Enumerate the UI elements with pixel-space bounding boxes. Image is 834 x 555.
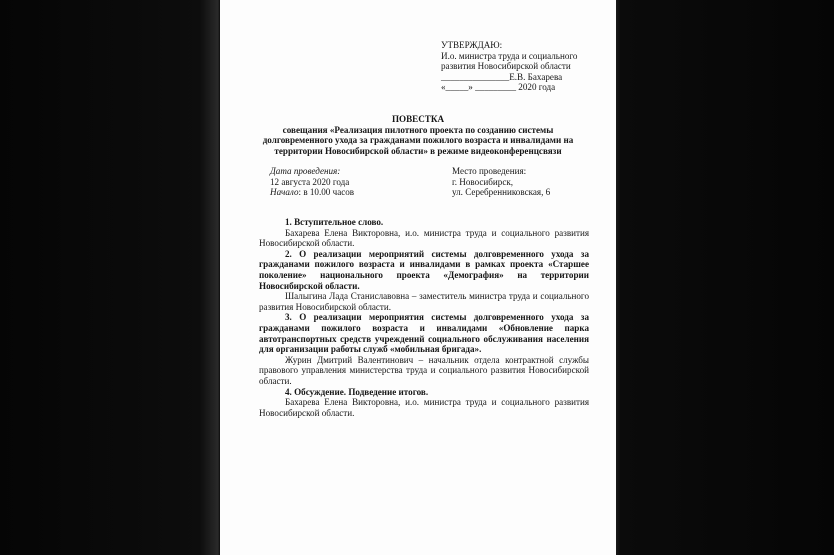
place-label: Место проведения: [452, 166, 527, 176]
approval-position-line1: И.о. министра труда и социального [441, 50, 578, 61]
title-line3: территории Новосибирской области» в режиме видеоконференцсвязи [274, 145, 562, 156]
document-page [220, 0, 616, 555]
agenda-item-1-speaker: Бахарева Елена Викторовна, и.о. министра труда и социального развития Новосибирской области. [259, 227, 589, 249]
start-value: : в 10.00 часов [298, 187, 355, 198]
meeting-date-block [270, 166, 354, 198]
agenda-item-2-heading: 2. О реализации мероприятий системы долговременного ухода за гражданами пожилого возраста и инвалидами в рамках проекта «Старшее поколение» национального проекта «Демография» на территории Новосибирской области. [259, 248, 589, 291]
title-line1: совещания «Реализация пилотного проекта по созданию системы [282, 124, 554, 135]
place-city: г. Новосибирск, [452, 176, 514, 187]
agenda-item-3-speaker: Журин Дмитрий Валентинович – начальник отдела контрактной службы правового управления министерства труда и социального развития Новосибирской области. [259, 354, 589, 386]
agenda-list [259, 217, 589, 418]
date-label: Дата проведения: [270, 166, 341, 176]
scan-background-right [616, 0, 834, 555]
approval-position-line2: развития Новосибирской области [441, 61, 571, 72]
agenda-item-3-heading: 3. О реализации мероприятия системы долговременного ухода за гражданами пожилого возраста и инвалидами «Обновление парка автотранспортных средств учреждений социального обслуживания населения для организации работы служб «мобильная бригада». [259, 312, 589, 355]
date-value: 12 августа 2020 года [270, 176, 350, 187]
title-heading: ПОВЕСТКА [391, 114, 445, 124]
approval-heading: УТВЕРЖДАЮ: [441, 40, 503, 50]
meeting-place-block [452, 166, 550, 198]
approval-block [441, 40, 611, 93]
start-label: Начало [270, 187, 299, 198]
agenda-item-4-speaker: Бахарева Елена Викторовна, и.о. министра труда и социального развития Новосибирской области. [259, 397, 589, 418]
agenda-item-4-heading: 4. Обсуждение. Подведение итогов. [285, 386, 429, 397]
agenda-item-2-speaker: Шалыгина Лада Станиславовна – заместитель министра труда и социального развития Новосибирской области. [259, 291, 589, 312]
approval-date-line: «_____» _________ 2020 года [441, 82, 556, 93]
start-time [270, 187, 354, 198]
scan-background-left [0, 0, 220, 555]
title-line2: долговременного ухода за гражданами пожилого возраста и инвалидами на [262, 135, 574, 146]
place-street: ул. Серебренниковская, 6 [452, 187, 551, 198]
agenda-item-1-heading: 1. Вступительное слово. [285, 217, 384, 227]
approval-signature-line: _______________Е.В. Бахарева [441, 71, 563, 82]
document-title [248, 114, 588, 156]
